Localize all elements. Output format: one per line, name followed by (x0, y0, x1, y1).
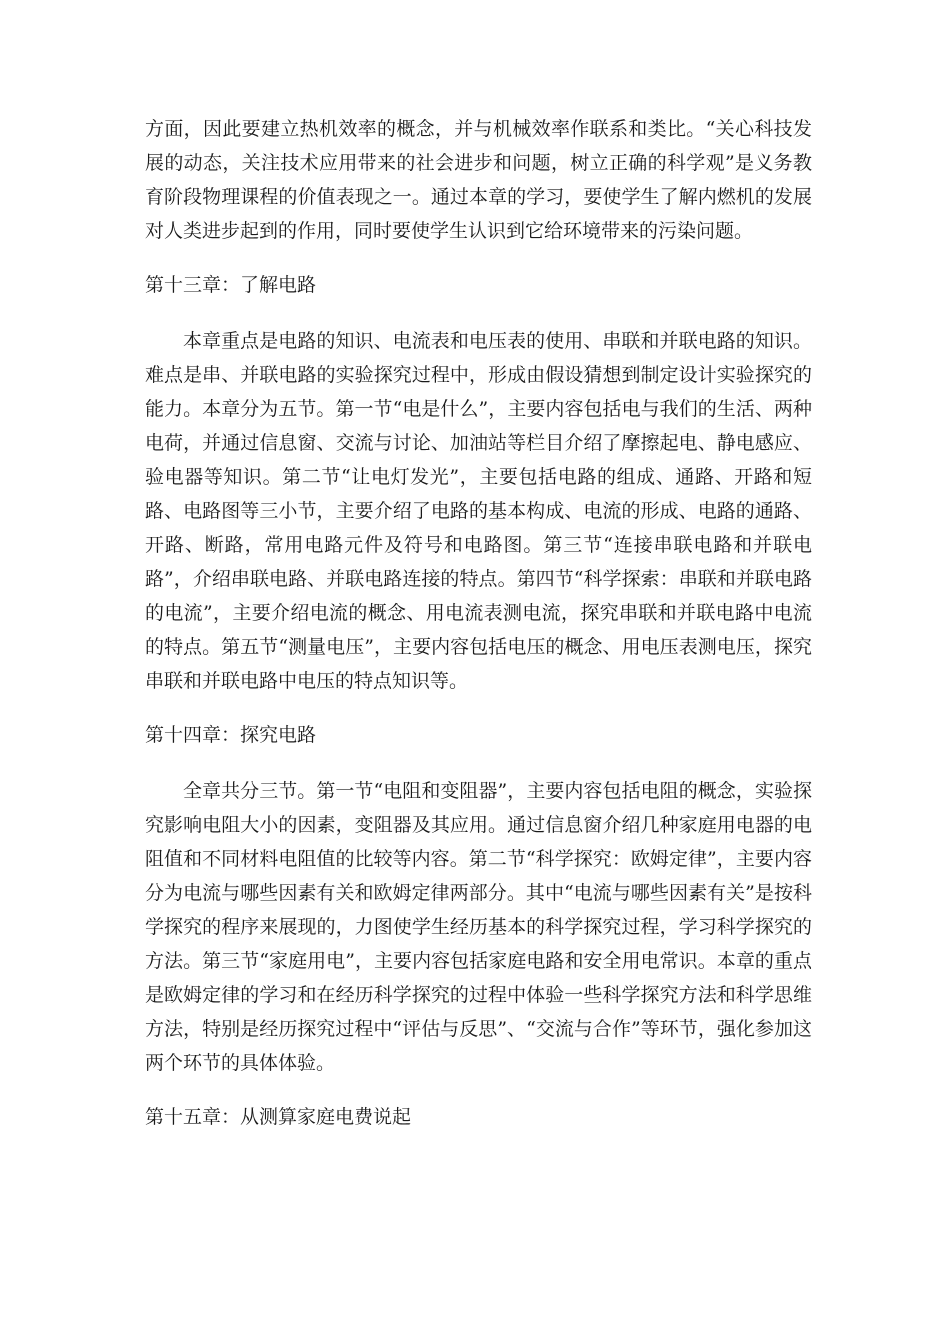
chapter-14-heading: 第十四章：探究电路 (145, 724, 317, 746)
chapter-15-heading: 第十五章：从测算家庭电费说起 (145, 1106, 412, 1128)
intro-paragraph: 方面，因此要建立热机效率的概念，并与机械效率作联系和类比。“关心科技发展的动态，关注技术应用带来的社会进步和问题，树立正确的科学观”是义务教育阶段物理课程的价值表现之一。通过本章的学习，要使学生了解内燃机的发展对人类进步起到的作用，同时要使学生认识到它给环境带来的污染问题。 (145, 118, 812, 242)
document-page (145, 112, 812, 1134)
chapter-14-body: 全章共分三节。第一节“电阻和变阻器”，主要内容包括电阻的概念，实验探究影响电阻大小的因素，变阻器及其应用。通过信息窗介绍几种家庭用电器的电阻值和不同材料电阻值的比较等内容。第二节“科学探究：欧姆定律”，主要内容分为电流与哪些因素有关和欧姆定律两部分。其中“电流与哪些因素有关”是按科学探究的程序来展现的，力图使学生经历基本的科学探究过程，学习科学探究的方法。第三节“家庭用电”，主要内容包括家庭电路和安全用电常识。本章的重点是欧姆定律的学习和在经历科学探究的过程中体验一些科学探究方法和科学思维方法，特别是经历探究过程中“评估与反思”、“交流与合作”等环节，强化参加这两个环节的具体体验。 (145, 780, 812, 1074)
chapter-13-heading: 第十三章：了解电路 (145, 274, 317, 296)
chapter-13-body: 本章重点是电路的知识、电流表和电压表的使用、串联和并联电路的知识。难点是串、并联电路的实验探究过程中，形成由假设猜想到制定设计实验探究的能力。本章分为五节。第一节“电是什么”，主要内容包括电与我们的生活、两种电荷，并通过信息窗、交流与讨论、加油站等栏目介绍了摩擦起电、静电感应、验电器等知识。第二节“让电灯发光”，主要包括电路的组成、通路、开路和短路、电路图等三小节，主要介绍了电路的基本构成、电流的形成、电路的通路、开路、断路，常用电路元件及符号和电路图。第三节“连接串联电路和并联电路”，介绍串联电路、并联电路连接的特点。第四节“科学探索：串联和并联电路的电流”，主要介绍电流的概念、用电流表测电流，探究串联和并联电路中电流的特点。第五节“测量电压”，主要内容包括电压的概念、用电压表测电压，探究串联和并联电路中电压的特点知识等。 (145, 330, 812, 692)
